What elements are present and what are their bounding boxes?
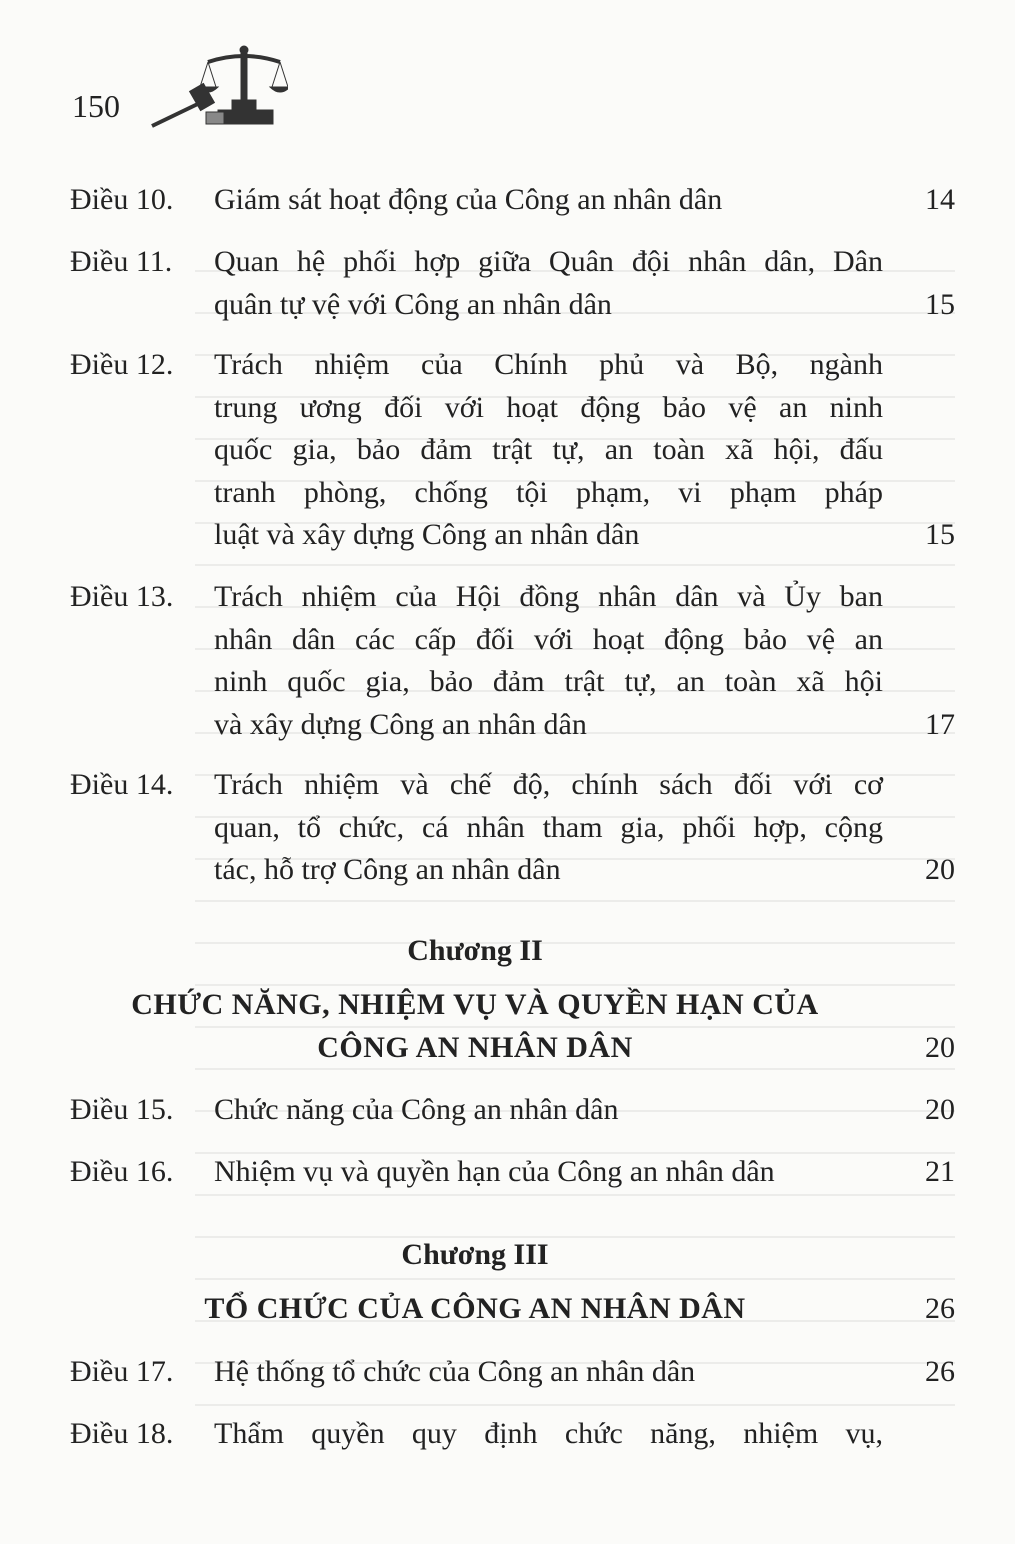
article-title-line: Nhiệm vụ và quyền hạn của Công an nhân dân xyxy=(214,1155,775,1188)
article-title-line: quốc gia, bảo đảm trật tự, an toàn xã hội, đấu xyxy=(214,433,883,466)
chapter-title: CHỨC NĂNG, NHIỆM VỤ VÀ QUYỀN HẠN CỦA xyxy=(131,988,819,1021)
article-title-line: và xây dựng Công an nhân dân xyxy=(214,707,587,741)
article-title-line: tác, hỗ trợ Công an nhân dân xyxy=(214,853,561,886)
article-title-line: quan, tổ chức, cá nhân tham gia, phối hợp, cộng xyxy=(214,810,883,844)
article-title-line: quân tự vệ với Công an nhân dân xyxy=(214,287,612,321)
toc-page-number: 26 xyxy=(925,1355,955,1388)
article-label: Điều 10. xyxy=(70,183,174,216)
toc-page-number: 17 xyxy=(925,707,955,741)
article-title-line: luật và xây dựng Công an nhân dân xyxy=(214,518,640,551)
article-title-line: tranh phòng, chống tội phạm, vi phạm pháp xyxy=(214,475,883,509)
toc-page-number: 14 xyxy=(925,183,955,216)
article-label: Điều 15. xyxy=(70,1093,174,1126)
toc-page-number: 20 xyxy=(925,1093,955,1126)
article-title-line: Trách nhiệm của Hội đồng nhân dân và Ủy ban xyxy=(214,580,883,613)
article-title-line: Giám sát hoạt động của Công an nhân dân xyxy=(214,183,723,216)
article-title-line: Quan hệ phối hợp giữa Quân đội nhân dân, Dân xyxy=(214,245,883,278)
article-label: Điều 14. xyxy=(70,768,174,801)
toc-page-number: 26 xyxy=(925,1292,955,1325)
page-number: 150 xyxy=(72,88,120,124)
article-title-line: Hệ thống tổ chức của Công an nhân dân xyxy=(214,1355,696,1388)
toc-page-number: 15 xyxy=(925,287,955,321)
article-label: Điều 12. xyxy=(70,348,174,381)
article-label: Điều 13. xyxy=(70,580,174,613)
article-title-line: nhân dân các cấp đối với hoạt động bảo vệ an xyxy=(214,622,883,656)
toc-page-number: 20 xyxy=(925,1031,955,1064)
article-title-line: ninh quốc gia, bảo đảm trật tự, an toàn xã hội xyxy=(214,665,883,698)
article-label: Điều 17. xyxy=(70,1355,174,1388)
chapter-title: CÔNG AN NHÂN DÂN xyxy=(317,1031,633,1064)
article-title-line: Trách nhiệm của Chính phủ và Bộ, ngành xyxy=(214,348,883,381)
article-title-line: Trách nhiệm và chế độ, chính sách đối với cơ xyxy=(214,768,883,801)
chapter-title: TỔ CHỨC CỦA CÔNG AN NHÂN DÂN xyxy=(204,1292,746,1325)
toc-page-number: 20 xyxy=(925,853,955,886)
chapter-label: Chương III xyxy=(401,1238,549,1271)
chapter-label: Chương II xyxy=(407,934,543,967)
toc-page-number: 15 xyxy=(925,518,955,551)
toc-page-number: 21 xyxy=(925,1155,955,1188)
article-label: Điều 16. xyxy=(70,1155,174,1188)
article-label: Điều 11. xyxy=(70,245,173,278)
article-title-line: Chức năng của Công an nhân dân xyxy=(214,1093,619,1126)
scales-of-justice-logo xyxy=(148,42,288,132)
article-title-line: Thẩm quyền quy định chức năng, nhiệm vụ, xyxy=(214,1417,883,1450)
article-label: Điều 18. xyxy=(70,1417,174,1450)
article-title-line: trung ương đối với hoạt động bảo vệ an ninh xyxy=(214,390,883,424)
